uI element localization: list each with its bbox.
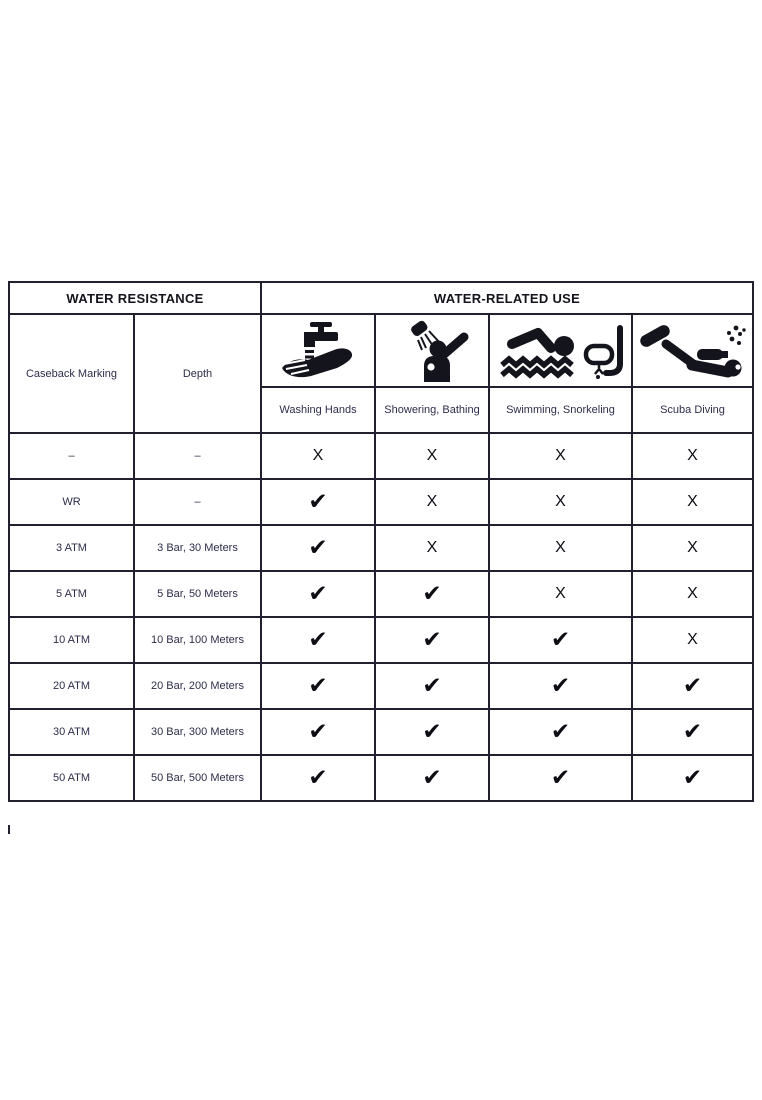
water-resistance-header: WATER RESISTANCE [9,282,261,314]
x-mark-cell: X [632,571,753,617]
table-row [9,755,753,801]
x-mark-cell: X [489,479,632,525]
icon-header-row [9,314,753,387]
depth-header: Depth [134,314,261,433]
table-row [9,571,753,617]
depth-cell: – [134,433,261,479]
check-mark-cell: ✔ [489,755,632,801]
x-mark-cell: X [632,525,753,571]
check-mark-cell: ✔ [261,479,375,525]
activity-label-scuba-diving: Scuba Diving [632,387,753,433]
caseback-marking-cell: 5 ATM [9,571,134,617]
activity-label-washing-hands: Washing Hands [261,387,375,433]
check-mark-cell: ✔ [489,709,632,755]
table-row [9,663,753,709]
depth-cell: – [134,479,261,525]
check-mark-cell: ✔ [261,663,375,709]
check-mark-cell: ✔ [489,617,632,663]
table-body [9,433,753,801]
depth-cell: 10 Bar, 100 Meters [134,617,261,663]
check-mark-cell: ✔ [261,755,375,801]
swimming-snorkeling-icon [489,314,632,387]
activity-label-showering-bathing: Showering, Bathing [375,387,489,433]
x-mark-cell: X [375,479,489,525]
x-mark-cell: X [489,525,632,571]
check-mark-cell: ✔ [375,709,489,755]
check-mark-cell: ✔ [375,755,489,801]
x-mark-cell: X [489,433,632,479]
check-mark-cell: ✔ [375,571,489,617]
caseback-marking-header: Caseback Marking [9,314,134,433]
check-mark-cell: ✔ [375,617,489,663]
table-row [9,525,753,571]
check-mark-cell: ✔ [632,755,753,801]
caseback-marking-cell: 30 ATM [9,709,134,755]
x-mark-cell: X [375,525,489,571]
washing-hands-icon [261,314,375,387]
depth-cell: 3 Bar, 30 Meters [134,525,261,571]
check-mark-cell: ✔ [489,663,632,709]
depth-cell: 30 Bar, 300 Meters [134,709,261,755]
check-mark-cell: ✔ [261,709,375,755]
scuba-diving-icon [632,314,753,387]
group-header-row [9,282,753,314]
x-mark-cell: X [632,479,753,525]
depth-cell: 50 Bar, 500 Meters [134,755,261,801]
check-mark-cell: ✔ [632,709,753,755]
caseback-marking-cell: 3 ATM [9,525,134,571]
check-mark-cell: ✔ [632,663,753,709]
table-border-artifact [8,825,10,834]
caseback-marking-cell: WR [9,479,134,525]
table-row [9,709,753,755]
depth-cell: 5 Bar, 50 Meters [134,571,261,617]
caseback-marking-cell: – [9,433,134,479]
x-mark-cell: X [632,433,753,479]
water-related-use-header: WATER-RELATED USE [261,282,753,314]
x-mark-cell: X [261,433,375,479]
x-mark-cell: X [375,433,489,479]
x-mark-cell: X [489,571,632,617]
check-mark-cell: ✔ [261,617,375,663]
table-row [9,479,753,525]
activity-label-swimming-snorkeling: Swimming, Snorkeling [489,387,632,433]
water-resistance-table [8,281,754,802]
caseback-marking-cell: 20 ATM [9,663,134,709]
check-mark-cell: ✔ [261,571,375,617]
showering-icon [375,314,489,387]
check-mark-cell: ✔ [375,663,489,709]
x-mark-cell: X [632,617,753,663]
depth-cell: 20 Bar, 200 Meters [134,663,261,709]
caseback-marking-cell: 50 ATM [9,755,134,801]
table-row [9,617,753,663]
table-row [9,433,753,479]
check-mark-cell: ✔ [261,525,375,571]
caseback-marking-cell: 10 ATM [9,617,134,663]
